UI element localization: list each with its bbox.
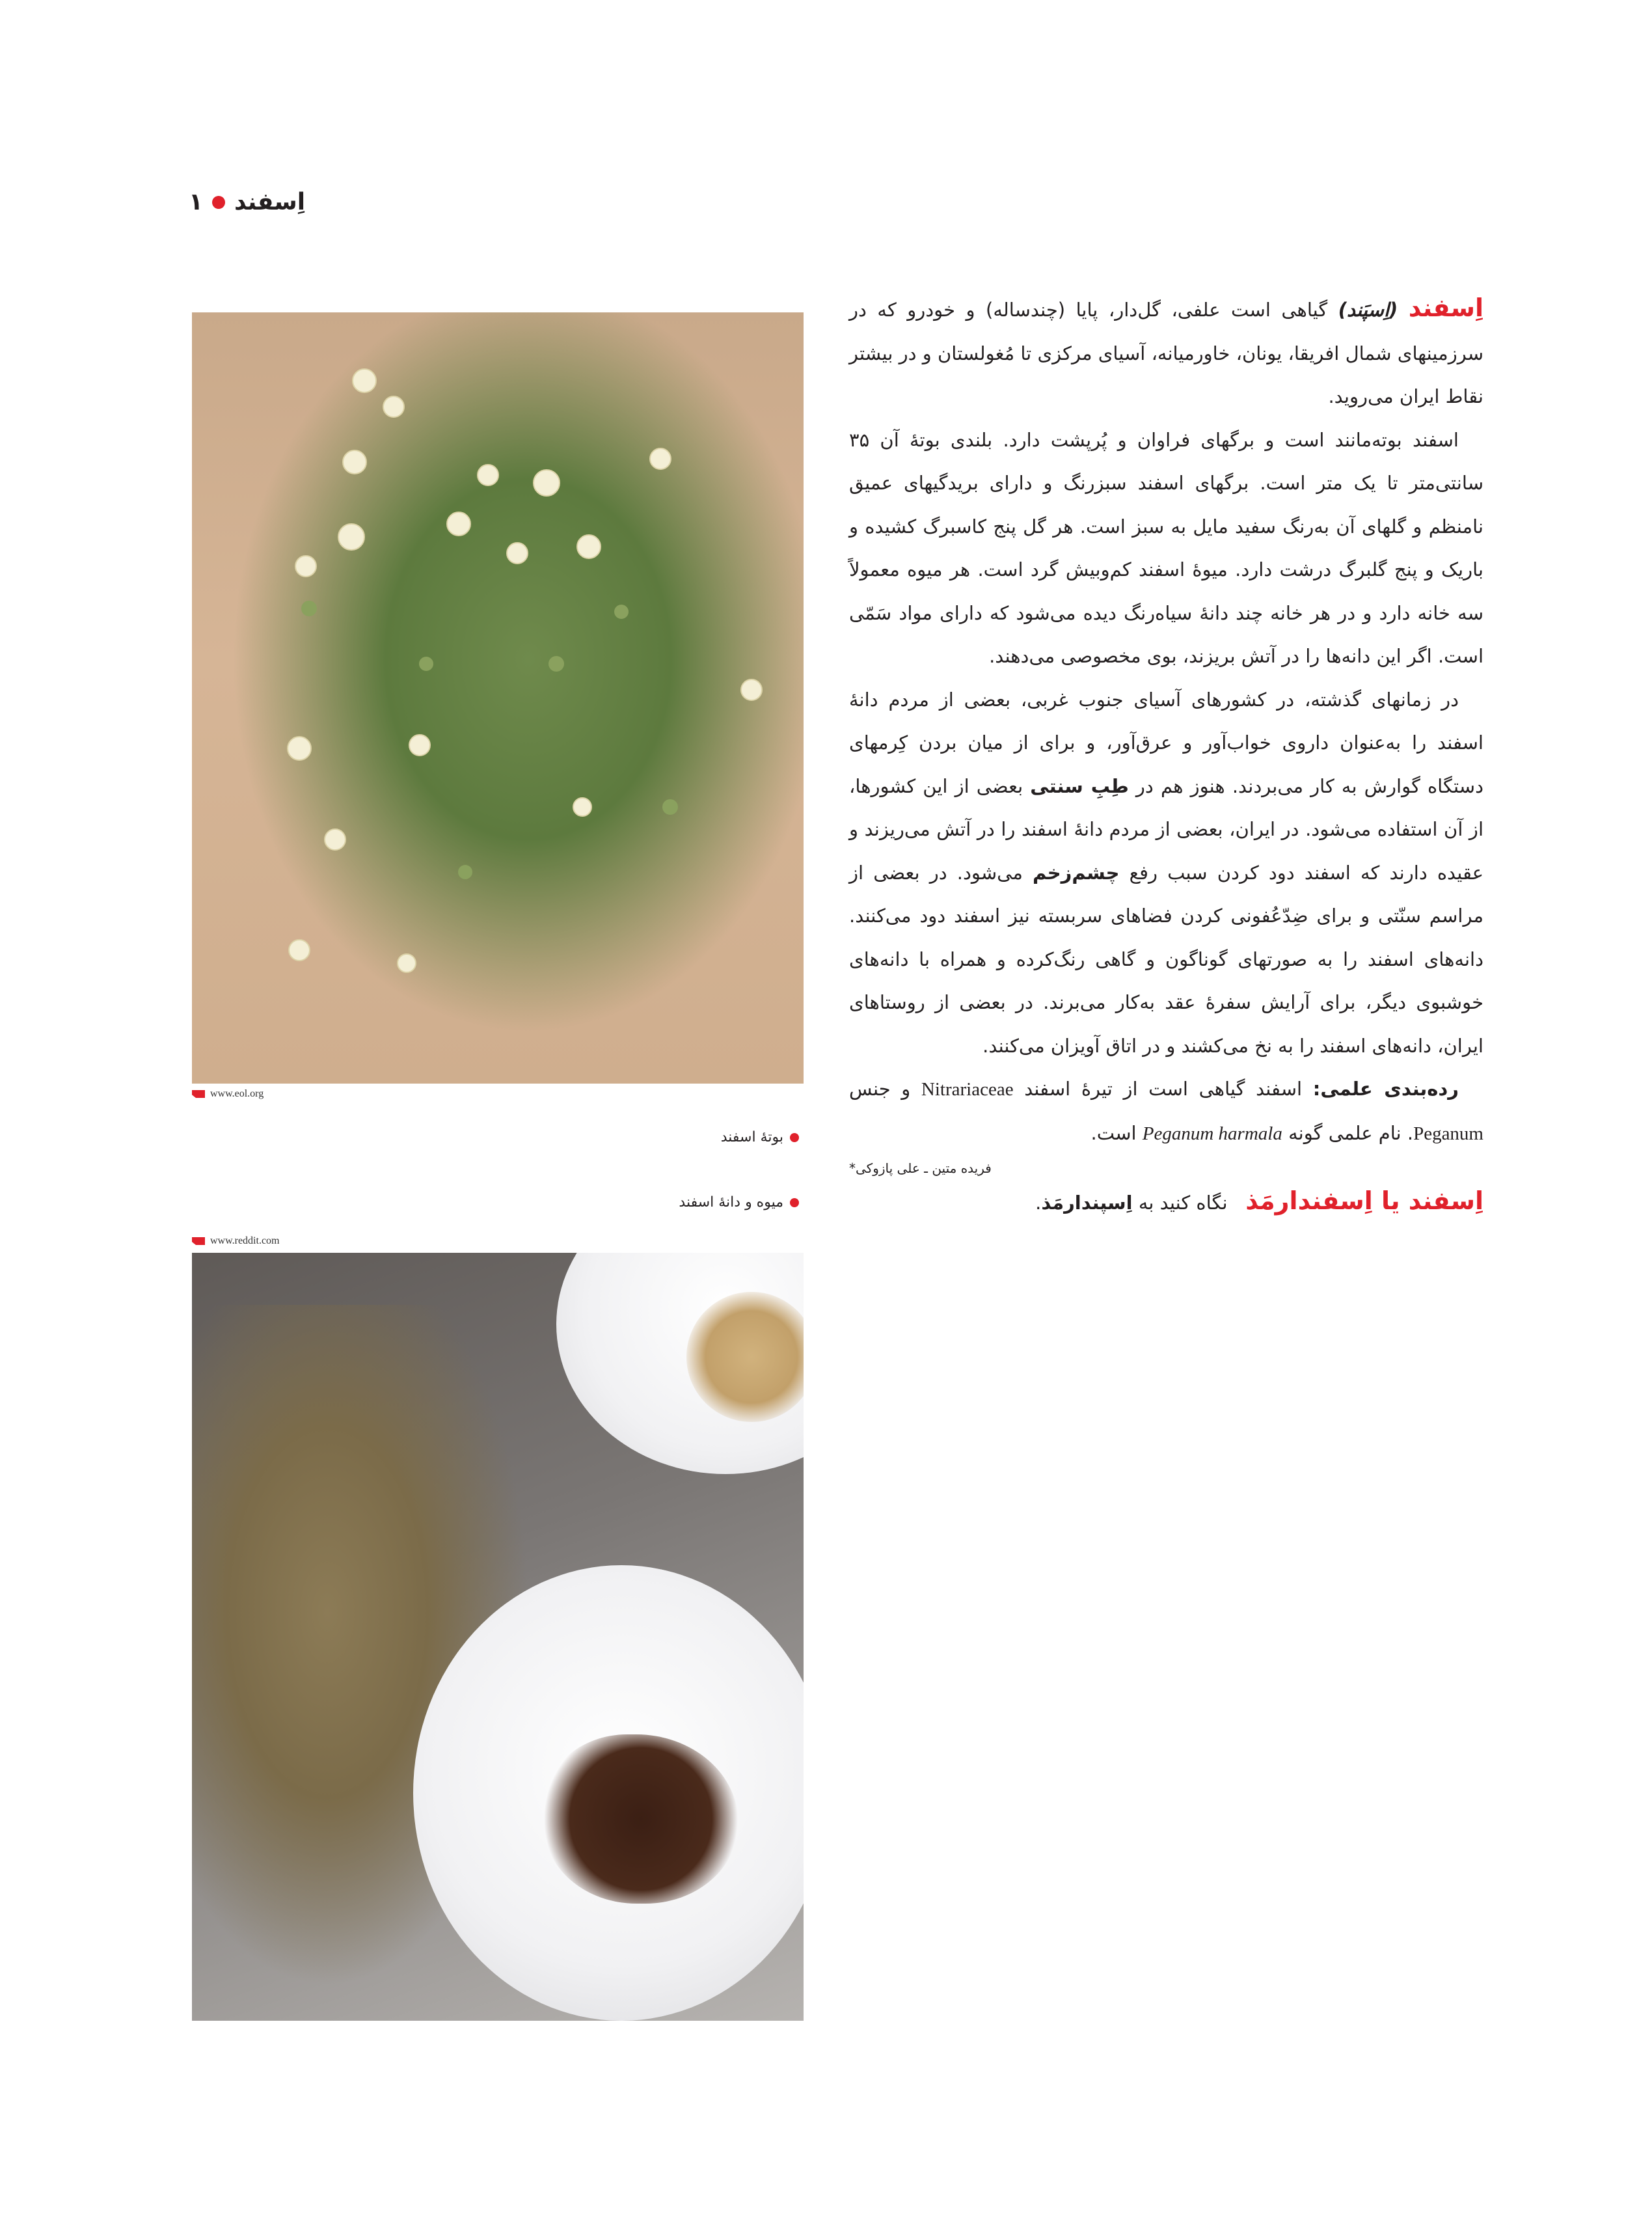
encyclopedia-article [849,286,1483,1222]
photo-caption-text: میوه و دانهٔ اسفند [679,1194,783,1210]
classification-text-a: اسفند گیاهی است از تیرهٔ اسفند [1013,1078,1313,1100]
family-name: Nitrariaceae [921,1079,1014,1100]
caption-bullet-icon [790,1133,799,1142]
species-name: Peganum harmala [1142,1123,1282,1144]
article-classification [849,1067,1483,1155]
photo-harmal-shrub [192,312,804,1084]
caption-bullet-icon [790,1198,799,1207]
header-bullet-icon [212,196,225,209]
crossref-headword: اِسفند یا اِسفندارمَذ [1245,1186,1483,1215]
article-paragraph-3 [849,678,1483,1068]
credit-camera-icon [192,1237,205,1245]
photo-credit-1 [192,1088,264,1100]
photo-caption-1 [721,1129,799,1145]
credit-camera-icon [192,1090,205,1098]
term-traditional-medicine: طِبِ سنتی [1030,774,1129,797]
paragraph-3-text-c: می‌شود. در بعضی از مراسم سنّتی و برای ضِدّعُفونی کردن فضاهای سربسته نیز اسفند دود می‌کنند. دانه‌های اسفند را به صورتهای گوناگون و گاهی رنگ‌کرده و همراه با دانه‌های خوشبوی دیگر، برای آرایش سفرهٔ عقد به‌کار می‌برند. در بعضی از روستاهای ایران، دانه‌های اسفند را به نخ می‌کشند و در اتاق آویزان می‌کنند. [849,861,1483,1057]
crossref-end: . [1035,1192,1042,1214]
classification-text-d: است. [1090,1121,1143,1144]
classification-text-b: و جنس [849,1078,921,1100]
paragraph-1-text: گیاهی است علفی، گل‌دار، پایا (چندساله) و خودرو که در سرزمینهای شمال افریقا، یونان، خاورمیانه، آسیای مرکزی تا مُغولستان و در بیشتر نقاط ایران می‌روید. [848,299,1483,407]
genus-name: Peganum [1413,1123,1483,1144]
paragraph-3-text-a: در زمانهای گذشته، در کشورهای آسیای جنوب غربی، بعضی از مردم دانهٔ اسفند را به‌عنوان داروی خواب‌آور و عرق‌آور، و برای از میان بردن کِرمهای دستگاه گوارش به کار می‌بردند. هنوز هم در [849,688,1484,797]
article-authors: فریده متین ـ علی پازوکی* [849,1160,992,1176]
classification-text-c: . نام علمی گونه [1282,1121,1414,1144]
article-paragraph-1 [849,286,1483,418]
crossref-text: نگاه کنید به [1132,1192,1228,1214]
photo-caption-2 [679,1194,799,1210]
photo-credit-2 [192,1235,280,1247]
article-paragraph-2: اسفند بوته‌مانند است و برگهای فراوان و پُرپشت دارد. بلندی بوتهٔ آن ۳۵ سانتی‌متر تا یک متر است. برگهای اسفند سبزرنگ و دارای بریدگیهای عمیق نامنظم و گلهای آن به‌رنگ سفید مایل به سبز است. هر گل پنج کاسبرگ کشیده و باریک و پنج گلبرگ درشت دارد. میوهٔ اسفند کم‌وبیش گرد است. هر میوه معمولاً سه خانه دارد و در هر خانه چند دانهٔ سیاه‌رنگ دیده می‌شود که دارای مواد سَمّی است. اگر این دانه‌ها را در آتش بریزند، بوی مخصوصی می‌دهند. [849,428,1483,667]
photo-harmal-seeds [192,1253,804,2021]
photo-credit-text: www.reddit.com [210,1235,280,1246]
photo-credit-text: www.eol.org [210,1088,264,1099]
classification-label: رده‌بندی علمی: [1312,1078,1459,1100]
entry-headword: اِسفند [1408,294,1483,322]
term-evil-eye: چشم‌زخم [1033,861,1120,884]
page-header [189,189,305,215]
paragraph-3-text-b: بعضی از این کشورها، از آن استفاده می‌شود. در ایران، بعضی از مردم دانهٔ اسفند را در آتش می‌ریزند و عقیده دارند که اسفند دود کردن سبب رفع [849,774,1484,884]
crossref-target-link[interactable]: اِسپندارمَذ [1041,1192,1133,1214]
cross-reference [849,1181,1483,1222]
photo-caption-text: بوتهٔ اسفند [720,1129,783,1145]
running-title: اِسفند [234,189,306,215]
page-number: ۱ [189,189,203,215]
shrub-illustration [192,312,804,1084]
entry-alternate-name: (اِسپَند) [1338,299,1398,321]
